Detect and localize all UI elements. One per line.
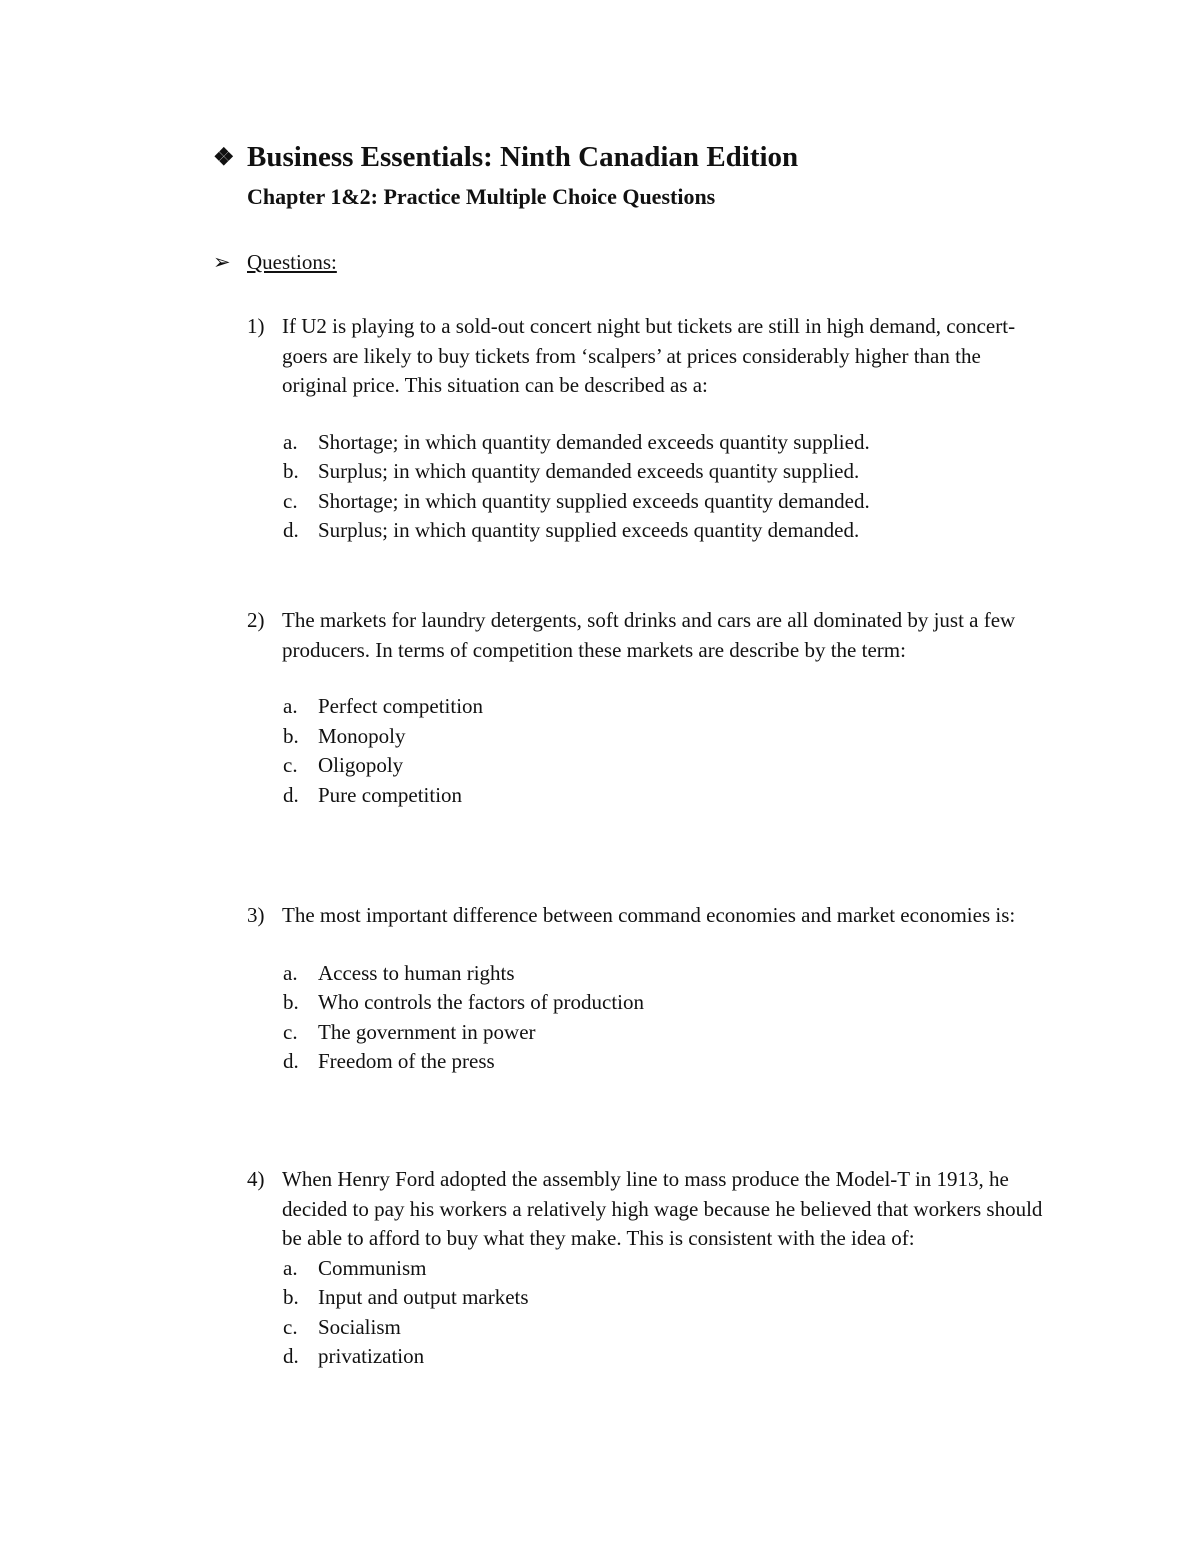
- option-letter: a.: [283, 1255, 298, 1280]
- option-letter: c.: [283, 488, 298, 513]
- answer-option: [247, 988, 1047, 1018]
- question-text: The markets for laundry detergents, soft drinks and cars are all dominated by just a few producers. In terms of competition these markets are describe by the term:: [282, 608, 1016, 662]
- answer-option: [247, 692, 1047, 722]
- option-text: Access to human rights: [318, 960, 515, 985]
- option-letter: a.: [283, 694, 298, 718]
- option-text: Who controls the factors of production: [318, 990, 644, 1014]
- question-2: [247, 606, 1047, 810]
- arrow-bullet-icon: ➢: [213, 250, 231, 274]
- answer-option: [247, 959, 1047, 989]
- option-text: Surplus; in which quantity supplied exceeds quantity demanded.: [318, 518, 860, 542]
- option-text: privatization: [318, 1344, 425, 1368]
- option-letter: d.: [283, 1344, 299, 1368]
- question-3: [247, 901, 1047, 1077]
- questions-heading-label: Questions:: [247, 250, 337, 274]
- question-text: If U2 is playing to a sold-out concert night but tickets are still in high demand, concert-goers are likely to buy tickets from ‘scalpers’ at prices considerably higher than the original price. This situation can be described as a:: [282, 314, 1016, 397]
- answer-options: [247, 1254, 1047, 1372]
- option-text: Pure competition: [318, 782, 463, 807]
- question-text: When Henry Ford adopted the assembly line to mass produce the Model-T in 1913, he decided to pay his workers a relatively high wage because he believed that workers should be able to afford to buy what they make. This is consistent with the idea of:: [282, 1167, 1043, 1250]
- option-text: Socialism: [318, 1314, 401, 1339]
- option-letter: c.: [283, 1019, 298, 1044]
- option-text: Freedom of the press: [318, 1049, 495, 1073]
- question-4: [247, 1165, 1047, 1372]
- question-number: 1): [247, 314, 265, 338]
- answer-option: [247, 1313, 1047, 1343]
- option-letter: d.: [283, 518, 299, 542]
- questions-heading: [213, 250, 337, 275]
- option-letter: d.: [283, 782, 299, 807]
- option-text: Shortage; in which quantity supplied exceeds quantity demanded.: [318, 488, 870, 513]
- answer-option: [247, 516, 1047, 546]
- answer-option: [247, 1018, 1047, 1048]
- answer-options: [247, 959, 1047, 1077]
- question-number: 3): [247, 903, 265, 927]
- answer-option: [247, 457, 1047, 487]
- option-letter: b.: [283, 459, 299, 483]
- option-letter: b.: [283, 990, 299, 1014]
- option-letter: c.: [283, 753, 298, 777]
- answer-options: [247, 692, 1047, 810]
- answer-option: [247, 1047, 1047, 1077]
- option-letter: b.: [283, 723, 299, 748]
- answer-option: [247, 1254, 1047, 1284]
- question-1: [247, 312, 1047, 546]
- option-letter: c.: [283, 1314, 298, 1339]
- question-number: 2): [247, 608, 265, 632]
- option-text: Monopoly: [318, 723, 406, 748]
- option-letter: d.: [283, 1049, 299, 1073]
- answer-option: [247, 1342, 1047, 1372]
- answer-option: [247, 428, 1047, 458]
- option-text: Perfect competition: [318, 694, 484, 718]
- diamond-bullet-icon: ❖: [213, 145, 235, 171]
- option-letter: a.: [283, 429, 298, 454]
- answer-option: [247, 781, 1047, 811]
- answer-options: [247, 428, 1047, 546]
- option-letter: b.: [283, 1285, 299, 1309]
- option-letter: a.: [283, 960, 298, 985]
- question-text: The most important difference between command economies and market economies is:: [282, 903, 1016, 927]
- option-text: The government in power: [318, 1019, 536, 1044]
- answer-option: [247, 487, 1047, 517]
- document-subtitle: Chapter 1&2: Practice Multiple Choice Questions: [247, 184, 716, 209]
- question-number: 4): [247, 1167, 265, 1191]
- answer-option: [247, 722, 1047, 752]
- title-text: Business Essentials: Ninth Canadian Edition: [247, 141, 799, 173]
- document-title: [213, 141, 798, 174]
- option-text: Oligopoly: [318, 753, 404, 777]
- answer-option: [247, 751, 1047, 781]
- option-text: Shortage; in which quantity demanded exceeds quantity supplied.: [318, 429, 870, 454]
- answer-option: [247, 1283, 1047, 1313]
- option-text: Input and output markets: [318, 1285, 529, 1309]
- option-text: Surplus; in which quantity demanded exceeds quantity supplied.: [318, 459, 860, 483]
- option-text: Communism: [318, 1255, 427, 1280]
